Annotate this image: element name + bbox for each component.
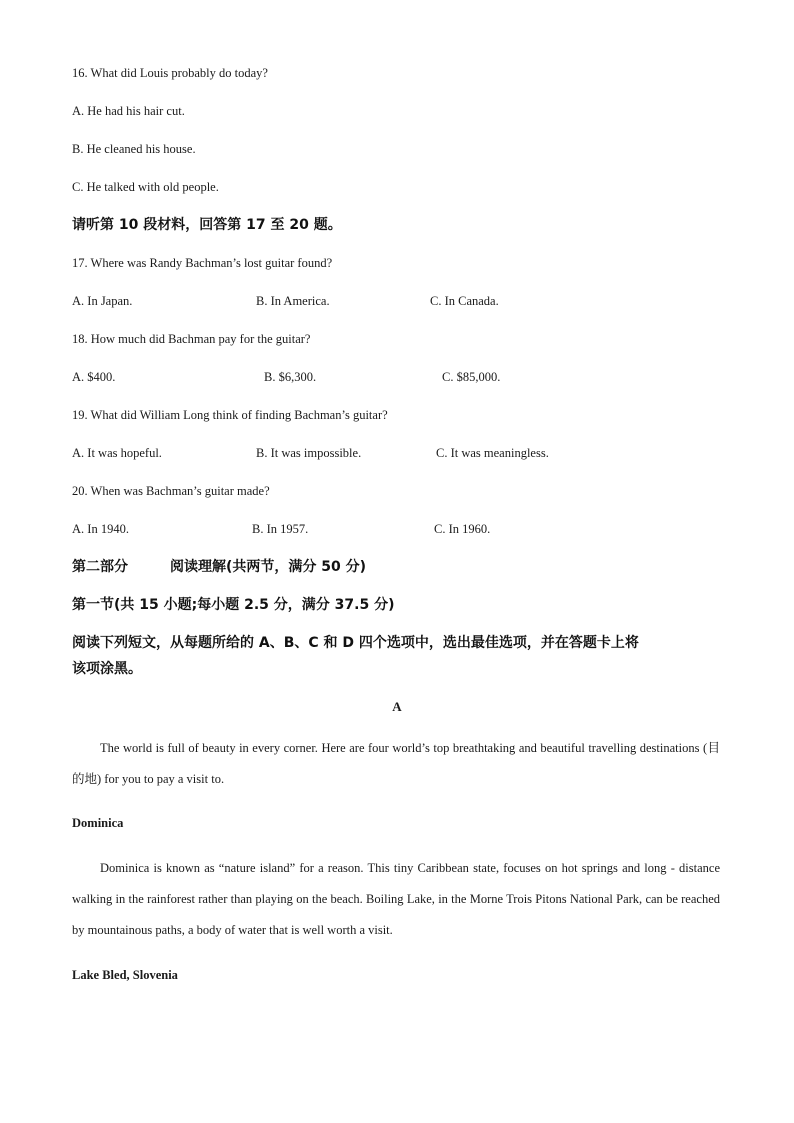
dominica-heading: Dominica: [72, 816, 124, 830]
reading-instruction-line-2: 该项涂黑。: [72, 661, 142, 677]
question-19-option-b: B. It was impossible.: [256, 446, 362, 460]
question-18: 18. How much did Bachman pay for the guitar?: [72, 332, 311, 346]
question-17-option-b: B. In America.: [256, 294, 330, 308]
passage-intro-paragraph: [72, 733, 720, 795]
part-two-title: 阅读理解(共两节，满分 50 分): [170, 559, 367, 575]
dominica-text: Dominica is known as “nature island” for a reason. This tiny Caribbean state, focuses on hot springs and long - distance walking in the rainforest rather than playing on the beach. Boiling Lake, in the Morne Trois Pitons National Park, can be reached by mountainous paths, a body of water that is well worth a visit.: [72, 861, 720, 937]
question-17-option-a: A. In Japan.: [72, 294, 133, 308]
question-16-option-c: C. He talked with old people.: [72, 180, 219, 194]
question-17-option-c: C. In Canada.: [430, 294, 499, 308]
dominica-paragraph: [72, 853, 720, 946]
question-19: 19. What did William Long think of finding Bachman’s guitar?: [72, 408, 388, 422]
question-19-option-a: A. It was hopeful.: [72, 446, 162, 460]
question-20-option-b: B. In 1957.: [252, 522, 309, 536]
question-16-option-a: A. He had his hair cut.: [72, 104, 185, 118]
question-17: 17. Where was Randy Bachman’s lost guitar found?: [72, 256, 333, 270]
question-18-option-c: C. $85,000.: [442, 370, 501, 384]
question-18-option-b: B. $6,300.: [264, 370, 317, 384]
passage-intro-text: The world is full of beauty in every corner. Here are four world’s top breathtaking and beautiful travelling destinations (目的地) for you to pay a visit to.: [72, 741, 720, 786]
question-16-option-b: B. He cleaned his house.: [72, 142, 196, 156]
section-one-heading: 第一节(共 15 小题;每小题 2.5 分，满分 37.5 分): [72, 597, 395, 613]
passage-title: A: [392, 699, 402, 714]
question-19-option-c: C. It was meaningless.: [436, 446, 549, 460]
question-20-option-a: A. In 1940.: [72, 522, 129, 536]
part-two-label: 第二部分: [72, 559, 128, 575]
question-16: 16. What did Louis probably do today?: [72, 66, 268, 80]
lake-bled-heading: Lake Bled, Slovenia: [72, 968, 178, 982]
question-18-option-a: A. $400.: [72, 370, 116, 384]
question-20-option-c: C. In 1960.: [434, 522, 491, 536]
reading-instruction-line-1: 阅读下列短文，从每题所给的 A、B、C 和 D 四个选项中，选出最佳选项，并在答题卡上将: [72, 635, 639, 651]
listening-instruction-10: 请听第 10 段材料，回答第 17 至 20 题。: [72, 217, 342, 233]
question-20: 20. When was Bachman’s guitar made?: [72, 484, 270, 498]
